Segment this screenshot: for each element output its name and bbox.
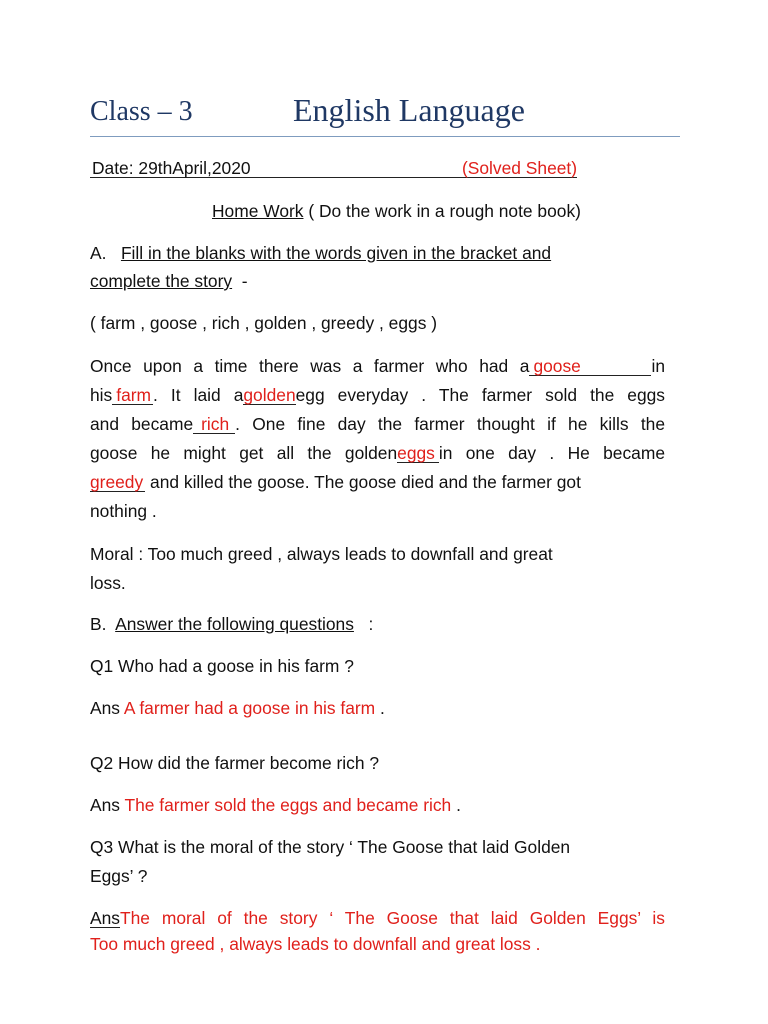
story-text: egg everyday . The farmer sold the eggs <box>295 385 665 405</box>
story-text: Once upon a time there was a farmer who had a <box>90 356 530 376</box>
story-line-5 <box>90 472 581 493</box>
story-line-4 <box>90 443 665 464</box>
instruction-line-1: Fill in the blanks with the words given in the bracket and <box>120 243 552 263</box>
blank-rich: rich <box>193 415 235 434</box>
story-text: and killed the goose. The goose died and the farmer got <box>150 472 581 492</box>
answer-3-line-1 <box>90 908 665 929</box>
date-line <box>90 158 587 179</box>
answer-3-line-2: Too much greed , always leads to downfall and great loss . <box>90 934 541 954</box>
class-label: Class – 3 <box>90 96 193 127</box>
question-3-line-1: Q3 What is the moral of the story ‘ The Goose that laid Golden <box>90 837 571 857</box>
blank-greedy: greedy <box>90 472 144 492</box>
moral-line-2: loss. <box>90 573 126 593</box>
answer-2: Ans The farmer sold the eggs and became rich . <box>90 795 461 815</box>
ans-label: Ans <box>90 908 120 928</box>
page-heading <box>90 92 680 137</box>
section-b-title: Answer the following questions <box>115 614 354 634</box>
instruction-line-2: complete the story <box>90 271 233 291</box>
homework-line <box>212 201 581 222</box>
ans-label: Ans <box>90 698 120 718</box>
instruction-dash: - <box>241 271 248 291</box>
story-line-6: nothing . <box>90 501 157 521</box>
story-line-2 <box>90 385 665 406</box>
story-line-3 <box>90 414 665 435</box>
section-a-instruction-2 <box>90 271 248 292</box>
section-b-marker: B. <box>90 614 107 634</box>
homework-title: Home Work <box>212 201 304 221</box>
question-2: Q2 How did the farmer become rich ? <box>90 753 380 773</box>
solved-sheet-label: (Solved Sheet) <box>462 158 578 178</box>
story-text: goose he might get all the golden <box>90 443 398 463</box>
answer-1-text: A farmer had a goose in his farm <box>123 698 376 718</box>
homework-note: ( Do the work in a rough note book) <box>308 201 581 221</box>
story-text: . It laid a <box>153 385 244 405</box>
answer-3-text: The moral of the story ‘ The Goose that laid Golden Eggs’ is <box>119 908 665 928</box>
question-3-line-2: Eggs’ ? <box>90 866 148 886</box>
blank-golden: golden <box>243 385 296 405</box>
story-text: and became <box>90 414 194 434</box>
answer-1: Ans A farmer had a goose in his farm . <box>90 698 385 718</box>
story-text: in <box>651 356 665 376</box>
date-text: Date: 29thApril,2020 <box>90 159 462 178</box>
ans-label: Ans <box>90 795 120 815</box>
word-bank: ( farm , goose , rich , golden , greedy , eggs ) <box>90 313 438 333</box>
subject-title: English Language <box>293 92 525 128</box>
question-1: Q1 Who had a goose in his farm ? <box>90 656 354 676</box>
blank-eggs: eggs <box>397 444 439 463</box>
section-a-instruction <box>90 243 551 264</box>
story-text: . One fine day the farmer thought if he kills the <box>235 414 665 434</box>
section-a-marker: A. <box>90 243 107 263</box>
section-b-instruction <box>90 614 373 635</box>
blank-goose: goose <box>529 357 651 376</box>
moral-line-1: Moral : Too much greed , always leads to downfall and great <box>90 544 553 564</box>
answer-2-text: The farmer sold the eggs and became rich <box>124 795 452 815</box>
section-b-colon: : <box>368 614 374 634</box>
story-text: in one day . He became <box>438 443 665 463</box>
story-text: his <box>90 385 113 405</box>
story-line-1 <box>90 356 665 377</box>
blank-farm: farm <box>112 386 153 405</box>
